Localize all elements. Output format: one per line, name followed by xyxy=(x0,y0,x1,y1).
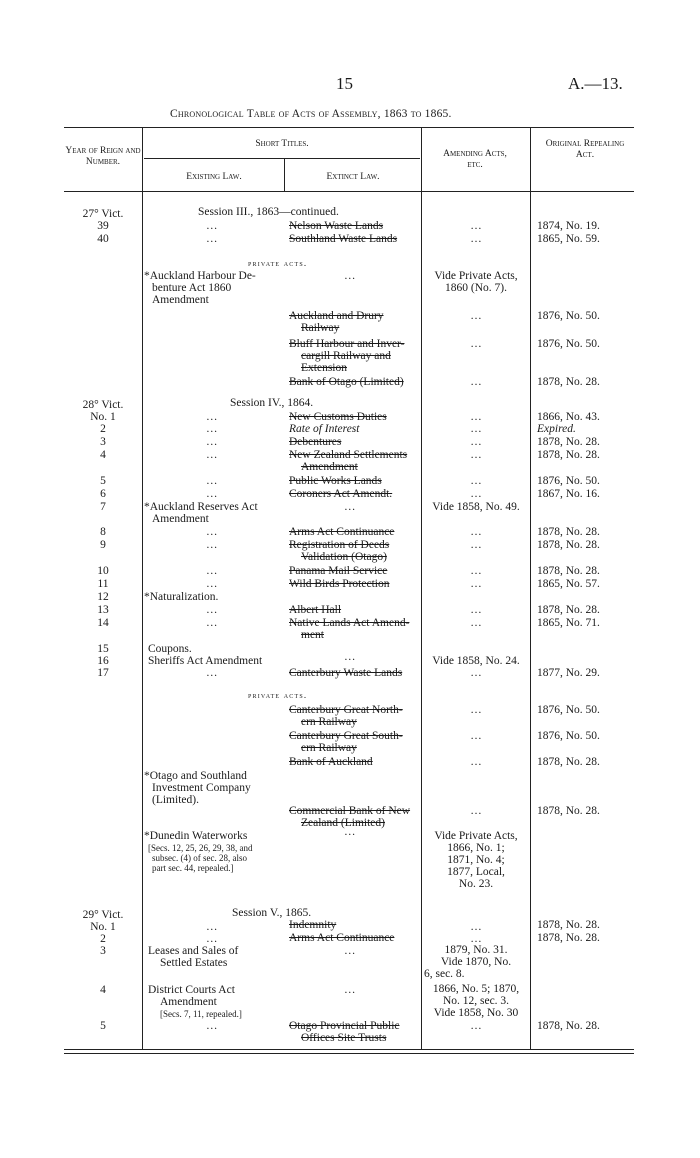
existing-law: *Auckland Harbour De- xyxy=(144,270,256,282)
extinct-law: … xyxy=(344,984,356,996)
divider-existing xyxy=(284,158,285,191)
act-number: 5 xyxy=(100,1020,106,1032)
existing-law: *Otago and Southland xyxy=(144,770,247,782)
act-number: 15 xyxy=(97,643,109,655)
repealing-act: 1878, No. 28. xyxy=(537,932,600,944)
year-of-reign: 28° Vict. xyxy=(82,399,124,411)
repealing-act: 1876, No. 50. xyxy=(537,704,600,716)
private-acts-heading: private acts. xyxy=(248,690,308,700)
extinct-law: Commercial Bank of New xyxy=(289,805,411,817)
extinct-law: Albert Hall xyxy=(289,604,342,616)
amending-acts: … xyxy=(470,704,482,716)
existing-law: *Auckland Reserves Act xyxy=(144,501,258,513)
extinct-law: ment xyxy=(301,629,324,641)
amending-acts: Vide 1858, No. 49. xyxy=(432,501,520,513)
act-number: 10 xyxy=(97,565,109,577)
existing-law: *Naturalization. xyxy=(144,591,219,603)
act-number: 13 xyxy=(97,604,109,616)
extinct-law: … xyxy=(344,945,356,957)
header-repealing: Original Repealing Act. xyxy=(545,139,625,160)
extinct-law: Coroners Act Amendt. xyxy=(289,488,393,500)
act-number: No. 1 xyxy=(90,921,116,933)
repeal-note: [Secs. 7, 11, repealed.] xyxy=(160,1009,242,1019)
repealing-act: 1878, No. 28. xyxy=(537,805,600,817)
session-heading: Session III., 1863—continued. xyxy=(198,206,339,218)
extinct-law: Public Works Lands xyxy=(289,475,382,487)
existing-law: Coupons. xyxy=(148,643,192,655)
existing-law: … xyxy=(206,475,218,487)
divider-year xyxy=(142,127,143,1049)
amending-acts: … xyxy=(470,310,482,322)
extinct-law: Registration of Deeds xyxy=(289,539,390,551)
act-number: 2 xyxy=(100,423,106,435)
existing-law: … xyxy=(206,449,218,461)
repealing-act: 1874, No. 19. xyxy=(537,220,600,232)
existing-law: … xyxy=(206,565,218,577)
act-number: 5 xyxy=(100,475,106,487)
existing-law: … xyxy=(206,1020,218,1032)
amending-acts: … xyxy=(470,604,482,616)
extinct-law: Canterbury Great North- xyxy=(289,704,403,716)
amending-acts: 1879, No. 31. xyxy=(444,944,508,956)
existing-law: … xyxy=(206,921,218,933)
amending-acts: 6, sec. 8. xyxy=(424,968,465,980)
repealing-act: 1865, No. 57. xyxy=(537,578,600,590)
table-top-rule xyxy=(64,127,634,128)
existing-law: … xyxy=(206,667,218,679)
act-number: 4 xyxy=(100,449,106,461)
amending-acts: … xyxy=(470,756,482,768)
private-acts-heading: private acts. xyxy=(248,258,308,268)
amending-acts: Vide Private Acts, xyxy=(434,830,518,842)
existing-law: (Limited). xyxy=(152,794,199,806)
extinct-law: Railway xyxy=(301,322,340,334)
extinct-law: New Zealand Settlements xyxy=(289,449,408,461)
extinct-law: Extension xyxy=(301,362,347,374)
existing-law: Settled Estates xyxy=(160,957,228,969)
repealing-act: 1878, No. 28. xyxy=(537,449,600,461)
repealing-act: Expired. xyxy=(537,423,576,435)
extinct-law: Native Lands Act Amend- xyxy=(289,617,410,629)
repealing-act: 1876, No. 50. xyxy=(537,310,600,322)
extinct-law: Validation (Otago) xyxy=(301,551,387,563)
amending-acts: … xyxy=(470,578,482,590)
amending-acts: 1860 (No. 7). xyxy=(445,282,507,294)
act-number: 12 xyxy=(97,591,109,603)
session-heading: Session IV., 1864. xyxy=(230,397,314,409)
extinct-law: Canterbury Waste Lands xyxy=(289,667,403,679)
extinct-law: Otago Provincial Public xyxy=(289,1020,400,1032)
repeal-note: subsec. (4) of sec. 28, also xyxy=(152,853,247,863)
extinct-law: Arms Act Continuance xyxy=(289,526,395,538)
act-number: 7 xyxy=(100,501,106,513)
extinct-law: Debentures xyxy=(289,436,342,448)
amending-acts: … xyxy=(470,933,482,945)
repealing-act: 1876, No. 50. xyxy=(537,338,600,350)
extinct-law: … xyxy=(344,501,356,513)
extinct-law: New Customs Duties xyxy=(289,411,387,423)
extinct-law: Auckland and Drury xyxy=(289,310,384,322)
extinct-law: Rate of Interest xyxy=(289,423,360,435)
act-number: 14 xyxy=(97,617,109,629)
existing-law: … xyxy=(206,539,218,551)
short-titles-rule xyxy=(144,158,420,159)
amending-acts: … xyxy=(470,805,482,817)
act-number: 6 xyxy=(100,488,106,500)
extinct-law: Bank of Auckland xyxy=(289,756,373,768)
header-year: Year of Reign and Number. xyxy=(65,146,141,167)
act-number: 39 xyxy=(97,220,109,232)
existing-law: … xyxy=(206,423,218,435)
amending-acts: … xyxy=(470,1020,482,1032)
extinct-law: Zealand (Limited) xyxy=(301,817,385,829)
repeal-note: part sec. 44, repealed.] xyxy=(152,863,234,873)
amending-acts: … xyxy=(470,220,482,232)
existing-law: … xyxy=(206,578,218,590)
existing-law: District Courts Act xyxy=(148,984,235,996)
amending-acts: … xyxy=(470,488,482,500)
repealing-act: 1866, No. 43. xyxy=(537,411,600,423)
header-extinct: Extinct Law. xyxy=(326,172,380,182)
act-number: 40 xyxy=(97,233,109,245)
repealing-act: 1878, No. 28. xyxy=(537,565,600,577)
amending-acts: … xyxy=(470,449,482,461)
existing-law: Leases and Sales of xyxy=(148,945,239,957)
extinct-law: Bluff Harbour and Inver- xyxy=(289,338,405,350)
act-number: 17 xyxy=(97,667,109,679)
repealing-act: 1876, No. 50. xyxy=(537,475,600,487)
extinct-law: cargill Railway and xyxy=(301,350,391,362)
divider-repealing xyxy=(530,127,531,1049)
repealing-act: 1878, No. 28. xyxy=(537,436,600,448)
session-heading: Session V., 1865. xyxy=(232,907,312,919)
amending-acts: … xyxy=(470,233,482,245)
extinct-law: … xyxy=(344,270,356,282)
repealing-act: 1878, No. 28. xyxy=(537,1020,600,1032)
act-number: 8 xyxy=(100,526,106,538)
existing-law: … xyxy=(206,233,218,245)
repealing-act: 1878, No. 28. xyxy=(537,526,600,538)
existing-law: Amendment xyxy=(152,513,209,525)
amending-acts: … xyxy=(470,921,482,933)
existing-law: Amendment xyxy=(160,996,217,1008)
repealing-act: 1878, No. 28. xyxy=(537,919,600,931)
act-number: 3 xyxy=(100,945,106,957)
existing-law: … xyxy=(206,526,218,538)
page-number: 15 xyxy=(336,74,353,93)
existing-law: … xyxy=(206,220,218,232)
amending-acts: … xyxy=(470,667,482,679)
extinct-law: Nelson Waste Lands xyxy=(289,220,384,232)
repealing-act: 1878, No. 28. xyxy=(537,539,600,551)
amending-acts: … xyxy=(470,423,482,435)
document-code: A.—13. xyxy=(568,74,623,93)
extinct-law: … xyxy=(344,826,356,838)
amending-acts: 1877, Local, xyxy=(447,866,505,878)
existing-law: … xyxy=(206,436,218,448)
header-amending: Amending Acts, etc. xyxy=(443,149,507,170)
amending-acts: … xyxy=(470,539,482,551)
existing-law: … xyxy=(206,617,218,629)
extinct-law: Bank of Otago (Limited) xyxy=(289,376,404,388)
amending-acts: 1871, No. 4; xyxy=(447,854,505,866)
existing-law: Sheriffs Act Amendment xyxy=(148,655,263,667)
existing-law: benture Act 1860 xyxy=(152,282,232,294)
extinct-law: Panama Mail Service xyxy=(289,565,388,577)
existing-law: … xyxy=(206,933,218,945)
year-of-reign: 27° Vict. xyxy=(82,208,124,220)
extinct-law: … xyxy=(344,651,356,663)
repeal-note: [Secs. 12, 25, 26, 29, 38, and xyxy=(148,843,253,853)
amending-acts: … xyxy=(470,617,482,629)
extinct-law: Offices Site Trusts xyxy=(301,1032,387,1044)
act-number: 3 xyxy=(100,436,106,448)
amending-acts: … xyxy=(470,376,482,388)
amending-acts: … xyxy=(470,565,482,577)
table-caption: Chronological Table of Acts of Assembly, 1863 to 1865. xyxy=(170,108,452,120)
header-bottom-rule xyxy=(64,191,634,192)
act-number: 2 xyxy=(100,933,106,945)
act-number: 16 xyxy=(97,655,109,667)
amending-acts: Vide Private Acts, xyxy=(434,270,518,282)
amending-acts: … xyxy=(470,338,482,350)
header-existing: Existing Law. xyxy=(186,172,242,182)
act-number: 11 xyxy=(97,578,109,590)
repealing-act: 1878, No. 28. xyxy=(537,376,600,388)
extinct-law: Amendment xyxy=(301,461,358,473)
amending-acts: Vide 1858, No. 30 xyxy=(433,1007,519,1019)
repealing-act: 1865, No. 59. xyxy=(537,233,600,245)
existing-law: Amendment xyxy=(152,294,209,306)
amending-acts: … xyxy=(470,475,482,487)
amending-acts: No. 12, sec. 3. xyxy=(442,995,510,1007)
year-of-reign: 29° Vict. xyxy=(82,909,124,921)
repealing-act: 1865, No. 71. xyxy=(537,617,600,629)
extinct-law: Wild Birds Protection xyxy=(289,578,390,590)
existing-law: *Dunedin Waterworks xyxy=(144,830,248,842)
extinct-law: ern Railway xyxy=(301,716,357,728)
amending-acts: … xyxy=(470,436,482,448)
amending-acts: 1866, No. 1; xyxy=(447,842,505,854)
repealing-act: 1876, No. 50. xyxy=(537,730,600,742)
extinct-law: Indemnity xyxy=(289,919,337,931)
act-number: No. 1 xyxy=(90,411,116,423)
act-number: 9 xyxy=(100,539,106,551)
existing-law: Investment Company xyxy=(152,782,251,794)
existing-law: … xyxy=(206,488,218,500)
repealing-act: 1867, No. 16. xyxy=(537,488,600,500)
amending-acts: … xyxy=(470,730,482,742)
amending-acts: … xyxy=(470,526,482,538)
header-short-titles: Short Titles. xyxy=(255,139,309,149)
repealing-act: 1878, No. 28. xyxy=(537,756,600,768)
repealing-act: 1877, No. 29. xyxy=(537,667,600,679)
act-number: 4 xyxy=(100,984,106,996)
extinct-law: ern Railway xyxy=(301,742,357,754)
table-bottom-rule xyxy=(64,1049,634,1054)
existing-law: … xyxy=(206,604,218,616)
existing-law: … xyxy=(206,411,218,423)
amending-acts: … xyxy=(470,411,482,423)
extinct-law: Southland Waste Lands xyxy=(289,233,398,245)
repealing-act: 1878, No. 28. xyxy=(537,604,600,616)
amending-acts: 1866, No. 5; 1870, xyxy=(432,983,520,995)
amending-acts: Vide 1870, No. xyxy=(440,956,512,968)
extinct-law: Canterbury Great South- xyxy=(289,730,403,742)
amending-acts: Vide 1858, No. 24. xyxy=(432,655,520,667)
extinct-law: Arms Act Continuance xyxy=(289,932,395,944)
amending-acts: No. 23. xyxy=(458,878,494,890)
